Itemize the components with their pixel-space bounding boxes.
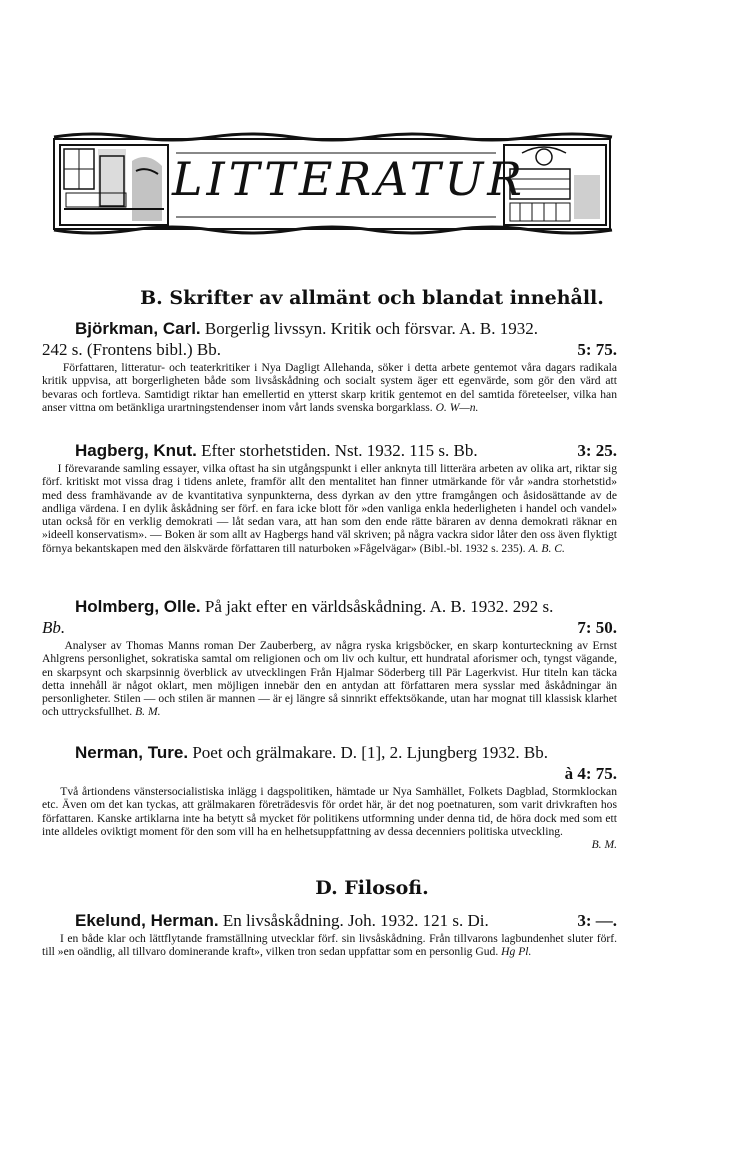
reviewer-signature: O. W—n. (435, 400, 479, 414)
entry-review (42, 932, 617, 959)
entry-review (42, 361, 617, 414)
entry-price: 7: 50. (577, 618, 617, 637)
entry-head-line2 (42, 339, 617, 360)
entry-price: à 4: 75. (564, 764, 617, 783)
reviewer-signature: A. B. C. (528, 541, 565, 555)
review-text: Författaren, litteratur- och teaterkritiker i Nya Dagligt Allehanda, söker i detta arbete gentemot våra dagars radikala kritik uppvisa, att borgerligheten både som livsåskådning och socialt system äger ett egenvärde, som gör den värd att bevaras och fortleva. Samtidigt riktar han emellertid en ytterst skarp kritik gentemot en del samtida företeelser, vilka han anser vittna om betänkliga urartningstendenser inom vårt lands svenska borgarklass. (42, 361, 617, 414)
entry-head (75, 596, 617, 617)
entry-head (75, 742, 617, 763)
entry-head-line2 (42, 617, 617, 638)
entry-bjorkman (42, 318, 617, 414)
entry-author: Nerman, Ture. (75, 743, 189, 762)
entry-author: Björkman, Carl. (75, 319, 201, 338)
entry-bib-cont: Bb. (42, 618, 66, 637)
section-heading-b: B. Skrifter av allmänt och blandat innehåll. (140, 287, 604, 309)
reviewer-signature: B. M. (135, 705, 161, 719)
entry-author: Hagberg, Knut. (75, 441, 197, 460)
entry-head-line2 (75, 763, 617, 784)
entry-head (75, 440, 617, 461)
entry-hagberg (42, 440, 617, 555)
entry-review (42, 639, 617, 719)
entry-bib: Poet och grälmakare. D. [1], 2. Ljungberg 1932. Bb. (192, 743, 548, 762)
entry-bib: Borgerlig livssyn. Kritik och försvar. A. B. 1932. (204, 319, 538, 338)
review-text: Två årtiondens vänstersocialistiska inlägg i dagspolitiken, hämtade ur Nya Samhället, Folkets Dagblad, Stormklockan etc. Även om det kan tyckas, att grälmakaren företrädesvis för ordet här, är det nog poetnaturen, som varit drivkraften hos författaren. Kanske artiklarna inte ha betytt så mycket för politikens utformning under denna tid, de höra dock med som ett inte alldeles oviktigt moment för den som vill ha en helhetsuppfattning av dessa decenniers politiska utveckling. (42, 785, 617, 838)
entry-head (75, 318, 617, 339)
banner-title: LITTERATUR (172, 152, 526, 206)
entry-author: Holmberg, Olle. (75, 597, 201, 616)
entry-price: 5: 75. (577, 340, 617, 359)
entry-bib: En livsåskådning. Joh. 1932. 121 s. Di. (222, 911, 489, 930)
entry-head (75, 910, 617, 931)
entry-price: 3: 25. (577, 441, 617, 460)
entry-review (42, 785, 617, 851)
litteratur-banner (52, 131, 614, 236)
entry-bib: Efter storhetstiden. Nst. 1932. 115 s. Bb. (201, 441, 478, 460)
entry-author: Ekelund, Herman. (75, 911, 219, 930)
section-heading-d: D. Filosofi. (315, 877, 429, 899)
review-text: I förevarande samling essayer, vilka oftast ha sin utgångspunkt i eller anknyta till litterära arbeten av olika art, riktar sig förf. kritiskt mot vissa drag i tidens anlete, framför allt den mentalitet han finner utmärkande för vår »andra storhetstid» med dess framhävande av de kvantitativa synpunkterna, dess dyrkan av den yttre framgången och åsidosättande av de andliga värdena. I en dylik åskådning ser förf. en fara icke blott för »den vanliga enkla hederligheten i handel och vandel» utan också för en verklig demokrati — låt sedan vara, att han som den ende rätte bäraren av denna demokrati räknar en »ideell konservatism». — Boken är som allt av Hagbergs hand väl skriven; på några vackra sidor låter den oss även flyktigt förnya bekantskapen med den älskvärde författaren till naturboken »Fågelvägar» (Bibl.-bl. 1932 s. 235). (42, 462, 617, 555)
entry-bib: På jakt efter en världsåskådning. A. B. 1932. 292 s. (204, 597, 554, 616)
entry-review (42, 462, 617, 555)
entry-bib-cont: 242 s. (Frontens bibl.) Bb. (42, 340, 221, 359)
reviewer-signature: Hg Pl. (501, 945, 532, 959)
entry-ekelund (42, 910, 617, 959)
entry-nerman (42, 742, 617, 852)
entry-holmberg (42, 596, 617, 719)
review-text: Analyser av Thomas Manns roman Der Zauberberg, av några ryska krigsböcker, en skarp konturteckning av Ernst Ahlgrens personlighet, sokratiska samtal om religionen och om liv och kultur, ett hundratal aforismer och, tyngst vägande, en skarpsynt och skarpsinnig överblick av utvecklingen Från Hjalmar Söderberg till Pär Lagerkvist. Hur titeln kan täcka detta innehåll är något oklart, men möjligen innebär den en antydan att författaren mera sysslar med åskådningar än personligheter. Stilen — och stilen är mannen — är ej längre så sinnrikt effektsökande, utan har mognat till klassisk klarhet och uttrycksfullhet. (42, 639, 617, 719)
reviewer-signature: B. M. (591, 838, 617, 852)
review-text: I en både klar och lättflytande framställning utvecklar förf. sin livsåskådning. Från tillvarons lagbundenhet sluter förf. till »en oändlig, all tillvaro dominerande kraft», vilken tron sedan uppfattar som en personlig Gud. (42, 932, 617, 959)
entry-price: 3: —. (577, 911, 617, 930)
